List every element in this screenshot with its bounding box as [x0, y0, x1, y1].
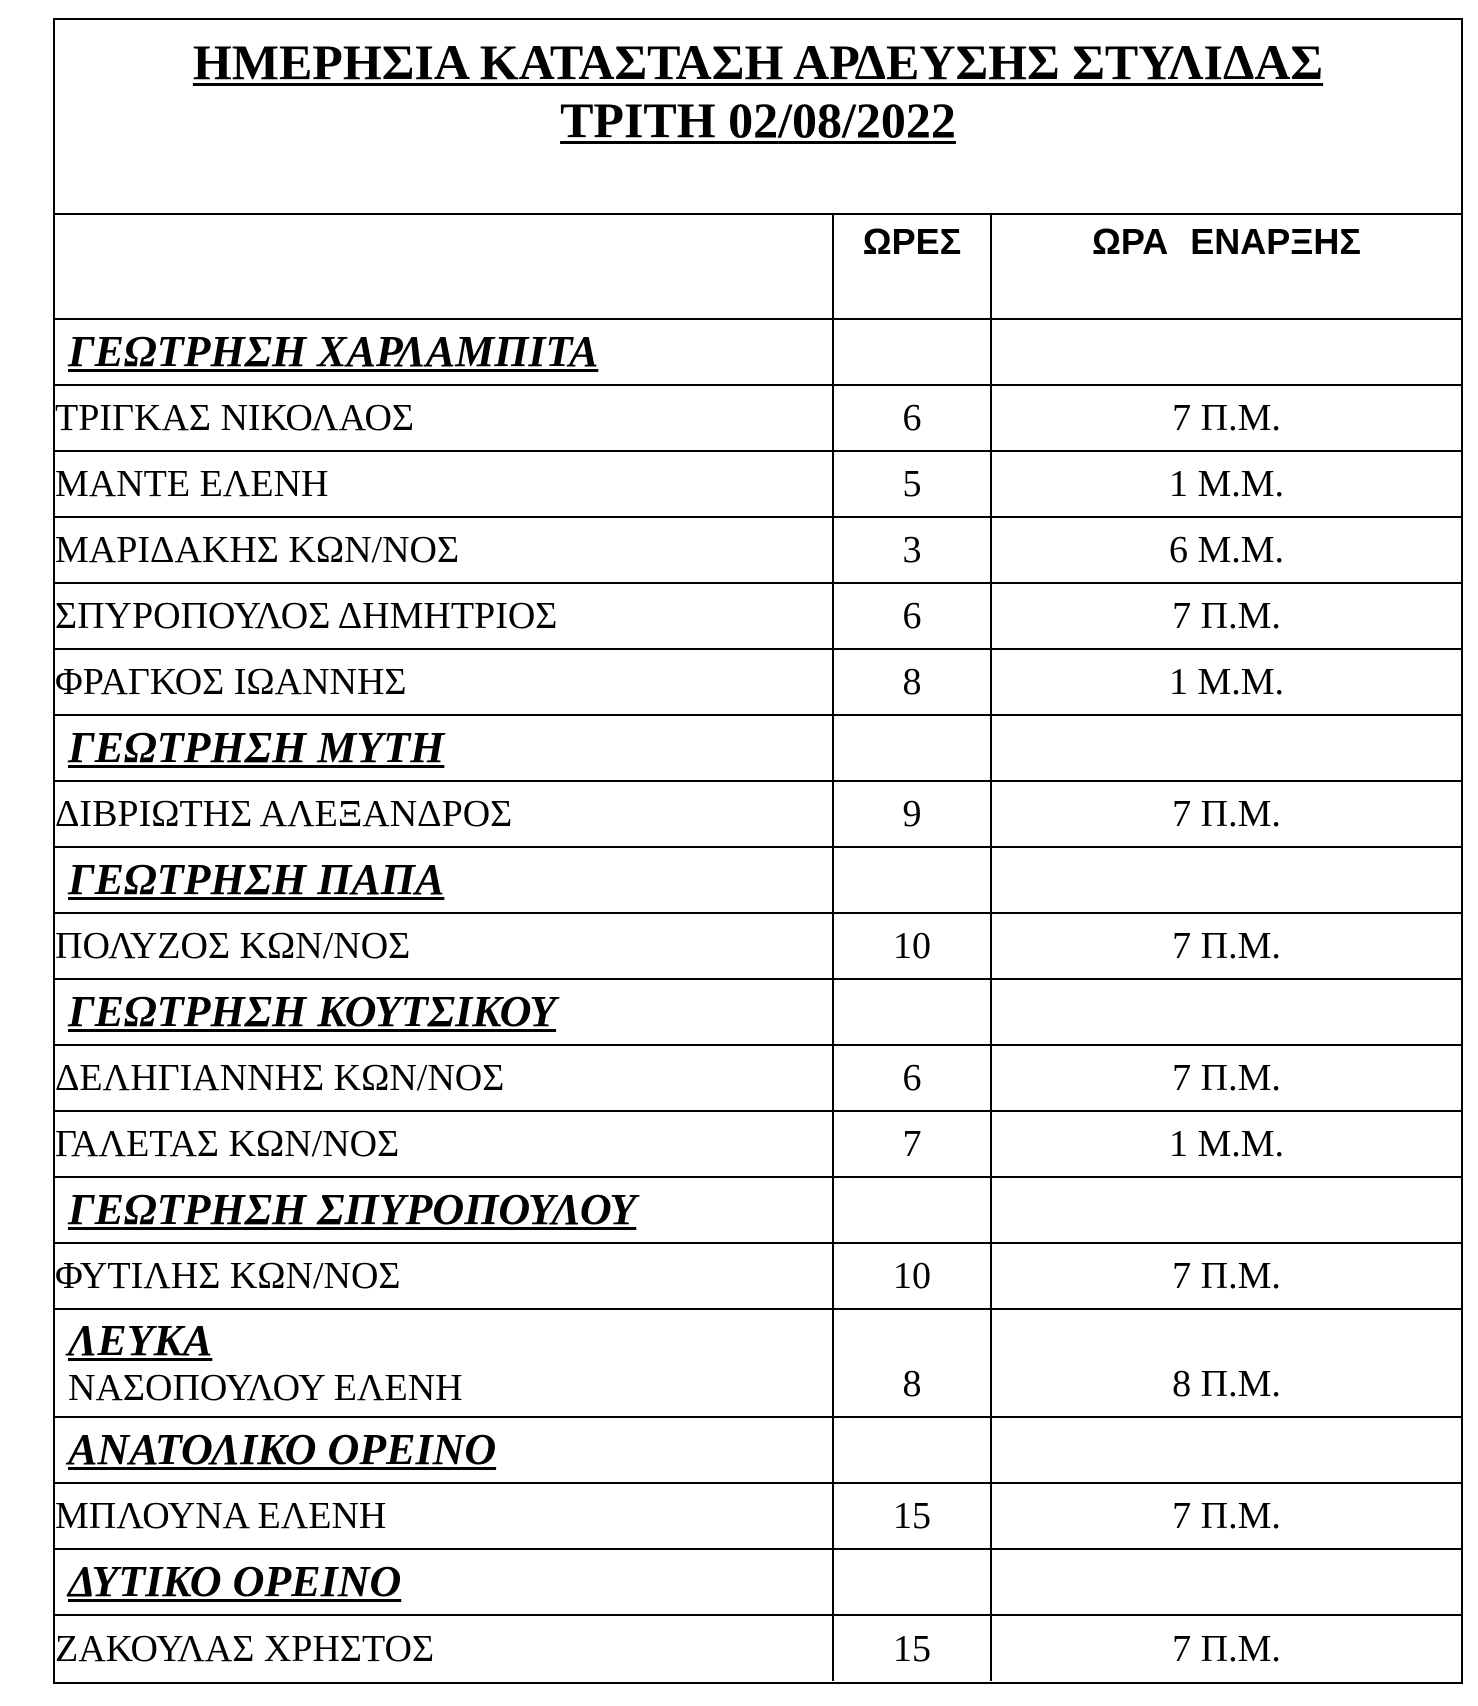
hours-value: 5 [833, 451, 991, 517]
table-row [55, 649, 1461, 715]
empty-cell [833, 1417, 991, 1483]
table-row [55, 1309, 1461, 1417]
farmer-name: ΤΡΙΓΚΑΣ ΝΙΚΟΛΑΟΣ [55, 385, 833, 451]
hours-value: 10 [833, 1243, 991, 1309]
empty-cell [833, 319, 991, 385]
start-time-value: 7 Π.Μ. [991, 385, 1461, 451]
hours-value: 3 [833, 517, 991, 583]
empty-cell [991, 1417, 1461, 1483]
start-time-value: 7 Π.Μ. [991, 781, 1461, 847]
empty-cell [833, 1177, 991, 1243]
farmer-name: ΦΥΤΙΛΗΣ ΚΩΝ/ΝΟΣ [55, 1243, 833, 1309]
title-box [55, 20, 1461, 215]
empty-cell [833, 1549, 991, 1615]
hours-value: 8 [833, 649, 991, 715]
hours-value: 8 [833, 1309, 991, 1417]
table-row [55, 1111, 1461, 1177]
empty-cell [991, 1549, 1461, 1615]
table-row [55, 385, 1461, 451]
empty-cell [991, 715, 1461, 781]
empty-cell [833, 979, 991, 1045]
table-row [55, 781, 1461, 847]
start-time-value: 7 Π.Μ. [991, 1615, 1461, 1681]
table-row [55, 517, 1461, 583]
start-time-value: 7 Π.Μ. [991, 1483, 1461, 1549]
table-row [55, 1243, 1461, 1309]
section-row [55, 1549, 1461, 1615]
table-row [55, 1045, 1461, 1111]
farmer-name: ΠΟΛΥΖΟΣ ΚΩΝ/ΝΟΣ [55, 913, 833, 979]
empty-cell [991, 847, 1461, 913]
table-header-row [55, 215, 1461, 319]
section-row [55, 1177, 1461, 1243]
hours-value: 10 [833, 913, 991, 979]
document-frame [53, 18, 1463, 1684]
farmer-name: ΔΙΒΡΙΩΤΗΣ ΑΛΕΞΑΝΔΡΟΣ [55, 781, 833, 847]
section-title: ΓΕΩΤΡΗΣΗ ΜΥΤΗ [68, 723, 445, 772]
section-row [55, 979, 1461, 1045]
start-time-value: 7 Π.Μ. [991, 913, 1461, 979]
table-row [55, 583, 1461, 649]
section-title: ΓΕΩΤΡΗΣΗ ΠΑΠΑ [68, 855, 445, 904]
farmer-name: ΔΕΛΗΓΙΑΝΝΗΣ ΚΩΝ/ΝΟΣ [55, 1045, 833, 1111]
farmer-name: ΖΑΚΟΥΛΑΣ ΧΡΗΣΤΟΣ [55, 1615, 833, 1681]
section-title: ΓΕΩΤΡΗΣΗ ΣΠΥΡΟΠΟΥΛΟΥ [68, 1185, 637, 1234]
farmer-name: ΓΑΛΕΤΑΣ ΚΩΝ/ΝΟΣ [55, 1111, 833, 1177]
section-row [55, 847, 1461, 913]
farmer-name: ΜΠΛΟΥΝΑ ΕΛΕΝΗ [55, 1483, 833, 1549]
farmer-name: ΦΡΑΓΚΟΣ ΙΩΑΝΝΗΣ [55, 649, 833, 715]
start-time-value: 8 Π.Μ. [991, 1309, 1461, 1417]
hours-value: 6 [833, 1045, 991, 1111]
hours-value: 6 [833, 583, 991, 649]
empty-cell [991, 1177, 1461, 1243]
table-row [55, 451, 1461, 517]
hours-value: 7 [833, 1111, 991, 1177]
start-time-value: 6 Μ.Μ. [991, 517, 1461, 583]
start-time-value: 7 Π.Μ. [991, 1045, 1461, 1111]
start-time-value: 1 Μ.Μ. [991, 451, 1461, 517]
farmer-name: ΝΑΣΟΠΟΥΛΟΥ ΕΛΕΝΗ [68, 1367, 463, 1409]
empty-cell [833, 847, 991, 913]
section-title: ΑΝΑΤΟΛΙΚΟ ΟΡΕΙΝΟ [68, 1425, 497, 1474]
empty-cell [833, 715, 991, 781]
start-time-value: 7 Π.Μ. [991, 1243, 1461, 1309]
table-row [55, 1483, 1461, 1549]
document-title: ΗΜΕΡΗΣΙΑ ΚΑΤΑΣΤΑΣΗ ΑΡΔΕΥΣΗΣ ΣΤΥΛΙΔΑΣ [192, 34, 1324, 90]
farmer-name: ΣΠΥΡΟΠΟΥΛΟΣ ΔΗΜΗΤΡΙΟΣ [55, 583, 833, 649]
farmer-name: ΜΑΡΙΔΑΚΗΣ ΚΩΝ/ΝΟΣ [55, 517, 833, 583]
start-time-value: 1 Μ.Μ. [991, 1111, 1461, 1177]
table-row [55, 913, 1461, 979]
hours-value: 15 [833, 1483, 991, 1549]
header-hours-cell [833, 215, 991, 319]
start-time-value: 1 Μ.Μ. [991, 649, 1461, 715]
header-hours: ΩΡΕΣ [862, 221, 962, 262]
section-row [55, 319, 1461, 385]
document-date: ΤΡΙΤΗ 02/08/2022 [560, 92, 956, 148]
section-row [55, 1417, 1461, 1483]
section-title: ΓΕΩΤΡΗΣΗ ΚΟΥΤΣΙΚΟΥ [68, 987, 557, 1036]
empty-cell [991, 979, 1461, 1045]
header-empty-cell [55, 215, 833, 319]
section-row [55, 715, 1461, 781]
header-start-time: ΩΡΑ ΕΝΑΡΞΗΣ [1092, 221, 1361, 262]
start-time-value: 7 Π.Μ. [991, 583, 1461, 649]
hours-value: 6 [833, 385, 991, 451]
farmer-name: ΜΑΝΤΕ ΕΛΕΝΗ [55, 451, 833, 517]
section-title: ΓΕΩΤΡΗΣΗ ΧΑΡΛΑΜΠΙΤΑ [68, 327, 599, 376]
table-row [55, 1615, 1461, 1681]
irrigation-table [55, 215, 1461, 1681]
hours-value: 9 [833, 781, 991, 847]
hours-value: 15 [833, 1615, 991, 1681]
empty-cell [991, 319, 1461, 385]
section-title: ΛΕΥΚΑ [68, 1316, 213, 1365]
section-title: ΔΥΤΙΚΟ ΟΡΕΙΝΟ [68, 1557, 402, 1606]
header-start-cell [991, 215, 1461, 319]
